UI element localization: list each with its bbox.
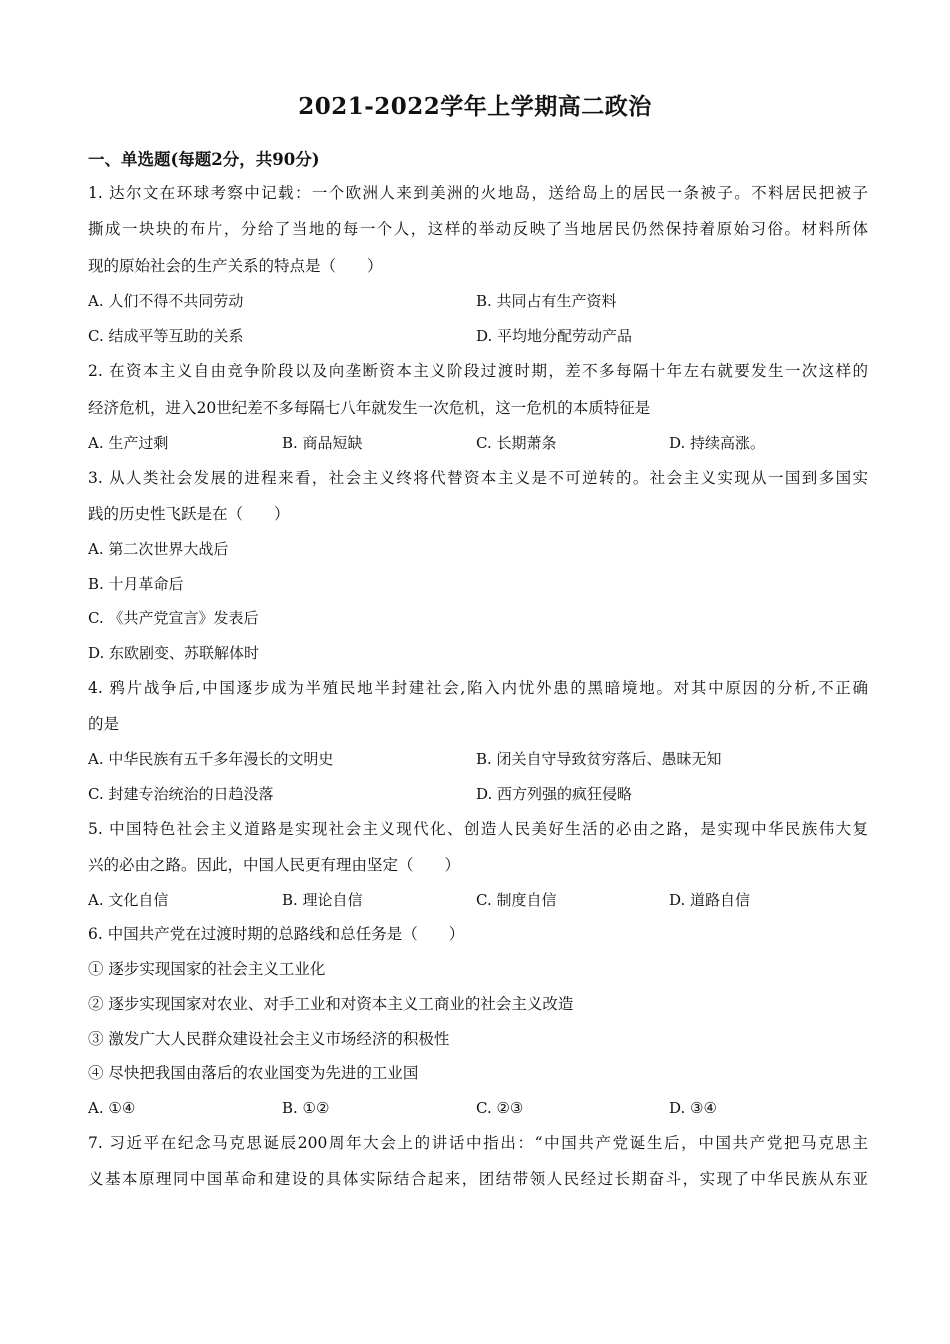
question-4-option-d: D. 西方列强的疯狂侵略 — [476, 785, 633, 803]
question-4-line-1: 4. 鸦片战争后,中国逐步成为半殖民地半封建社会,陷入内忧外患的黑暗境地。对其中原因的分析,不正确 — [88, 679, 868, 697]
question-6-option-c: C. ②③ — [476, 1099, 524, 1117]
question-4-option-b: B. 闭关自守导致贫穷落后、愚昧无知 — [476, 750, 722, 768]
question-6-option-d: D. ③④ — [669, 1099, 717, 1117]
question-6-item-2: ② 逐步实现国家对农业、对手工业和对资本主义工商业的社会主义改造 — [88, 995, 574, 1013]
question-6-line-1: 6. 中国共产党在过渡时期的总路线和总任务是（ ） — [88, 925, 465, 943]
question-2-line-1: 2. 在资本主义自由竞争阶段以及向垄断资本主义阶段过渡时期，差不多每隔十年左右就要发生一次这样的 — [88, 362, 868, 380]
question-7-line-2: 义基本原理同中国革命和建设的具体实际结合起来，团结带领人民经过长期奋斗，实现了中华民族从东亚 — [88, 1170, 868, 1188]
question-3-line-1: 3. 从人类社会发展的进程来看，社会主义终将代替资本主义是不可逆转的。社会主义实现从一国到多国实 — [88, 469, 868, 487]
question-2-option-b: B. 商品短缺 — [282, 434, 363, 452]
question-1-option-c: C. 结成平等互助的关系 — [88, 327, 244, 345]
question-6-item-1: ① 逐步实现国家的社会主义工业化 — [88, 960, 326, 978]
question-6-item-3: ③ 激发广大人民群众建设社会主义市场经济的积极性 — [88, 1030, 450, 1048]
question-1-line-1: 1. 达尔文在环球考察中记载：一个欧洲人来到美洲的火地岛，送给岛上的居民一条被子。不料居民把被子 — [88, 184, 868, 202]
question-1-option-a: A. 人们不得不共同劳动 — [88, 292, 244, 310]
question-3-option-c: C. 《共产党宣言》发表后 — [88, 609, 259, 627]
question-5-option-a: A. 文化自信 — [88, 891, 169, 909]
question-6-item-4: ④ 尽快把我国由落后的农业国变为先进的工业国 — [88, 1064, 419, 1082]
exam-title: 2021-2022学年上学期高二政治 — [298, 93, 652, 120]
question-2-option-a: A. 生产过剩 — [88, 434, 169, 452]
question-2-option-d: D. 持续高涨。 — [669, 434, 766, 452]
question-5-line-1: 5. 中国特色社会主义道路是实现社会主义现代化、创造人民美好生活的必由之路，是实现中华民族伟大复 — [88, 820, 868, 838]
question-5-option-b: B. 理论自信 — [282, 891, 363, 909]
question-5-line-2: 兴的必由之路。因此，中国人民更有理由坚定（ ） — [88, 856, 461, 874]
question-3-option-b: B. 十月革命后 — [88, 575, 184, 593]
question-2-option-c: C. 长期萧条 — [476, 434, 557, 452]
question-7-line-1: 7. 习近平在纪念马克思诞辰200周年大会上的讲话中指出：“中国共产党诞生后，中国共产党把马克思主 — [88, 1134, 868, 1152]
question-5-option-c: C. 制度自信 — [476, 891, 557, 909]
question-3-option-a: A. 第二次世界大战后 — [88, 540, 229, 558]
question-1-option-b: B. 共同占有生产资料 — [476, 292, 617, 310]
question-4-option-a: A. 中华民族有五千多年漫长的文明史 — [88, 750, 334, 768]
question-6-option-a: A. ①④ — [88, 1099, 136, 1117]
question-4-option-c: C. 封建专治统治的日趋没落 — [88, 785, 274, 803]
question-1-line-3: 现的原始社会的生产关系的特点是（ ） — [88, 257, 383, 275]
question-3-line-2: 践的历史性飞跃是在（ ） — [88, 505, 290, 523]
question-1-line-2: 撕成一块块的布片，分给了当地的每一个人，这样的举动反映了当地居民仍然保持着原始习俗。材料所体 — [88, 220, 868, 238]
section-heading: 一、单选题(每题2分，共90分) — [88, 150, 320, 169]
question-5-option-d: D. 道路自信 — [669, 891, 751, 909]
question-4-line-2: 的是 — [88, 715, 120, 733]
question-3-option-d: D. 东欧剧变、苏联解体时 — [88, 644, 260, 662]
question-1-option-d: D. 平均地分配劳动产品 — [476, 327, 633, 345]
question-2-line-2: 经济危机，进入20世纪差不多每隔七八年就发生一次危机，这一危机的本质特征是 — [88, 399, 651, 417]
question-6-option-b: B. ①② — [282, 1099, 330, 1117]
